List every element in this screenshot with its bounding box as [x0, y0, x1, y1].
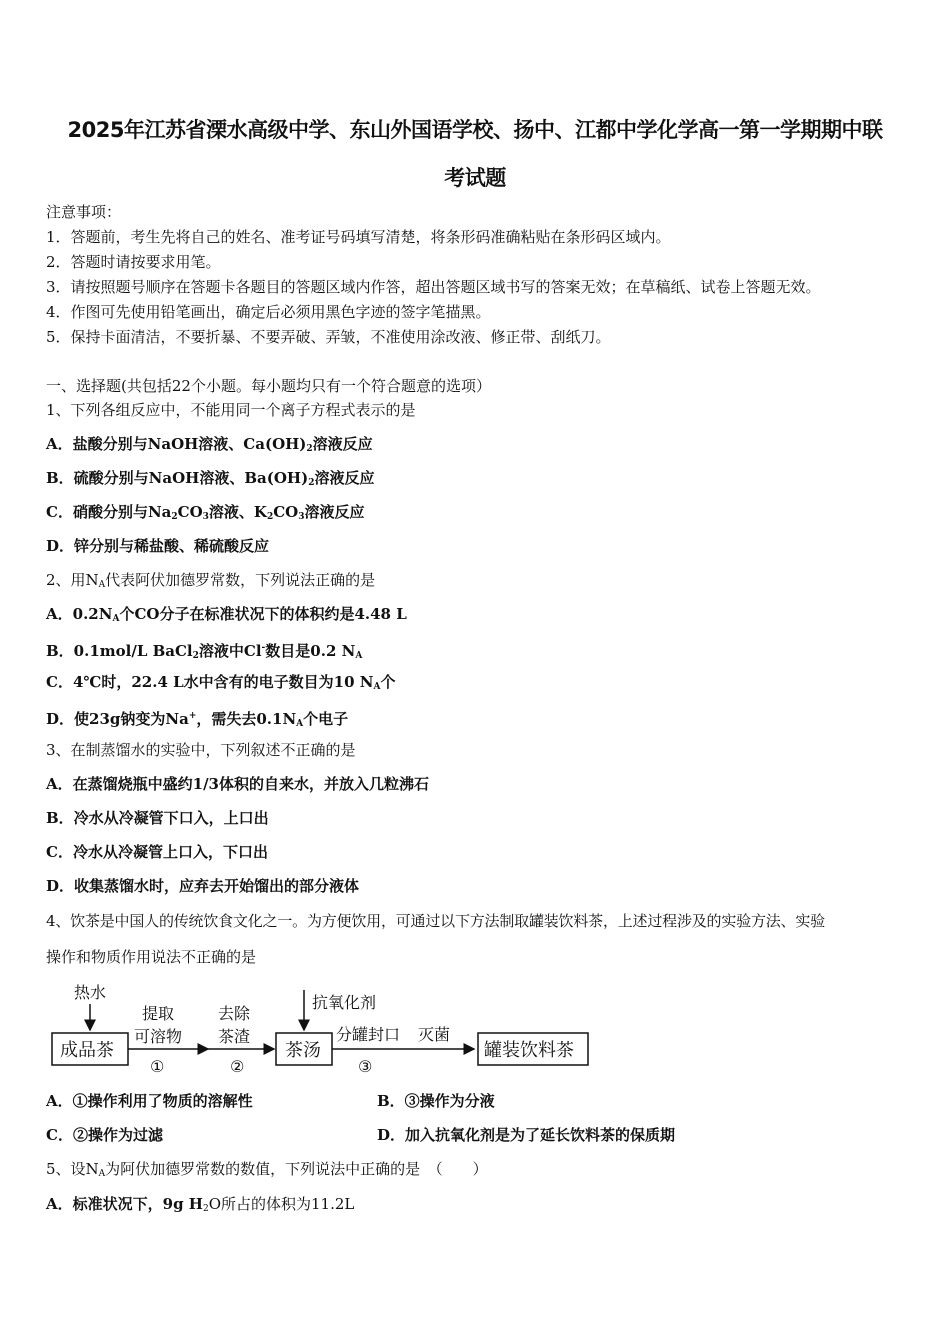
step3-number: ③ — [358, 1057, 373, 1076]
antioxidant-label: 抗氧化剂 — [312, 993, 377, 1012]
hot-water-label: 热水 — [74, 983, 107, 1002]
step1-label-bottom: 可溶物 — [134, 1027, 183, 1046]
tea-soup-label: 茶汤 — [285, 1040, 321, 1061]
q3-option-b: B．冷水从冷凝管下口入，上口出 — [46, 809, 269, 827]
q4-option-c: C．②操作为过滤 — [46, 1126, 163, 1144]
notice-heading: 注意事项： — [46, 203, 122, 221]
q4-option-d: D．加入抗氧化剂是为了延长饮料茶的保质期 — [377, 1126, 676, 1144]
q4-stem-line1: 4、饮茶是中国人的传统饮食文化之一。为方便饮用，可通过以下方法制取罐装饮料茶，上述过程涉及的实验方法、实验 — [46, 912, 825, 930]
q1-option-b: B．硫酸分别与NaOH溶液、$Ba(OH)_2$溶液反应 — [46, 469, 375, 488]
q4-option-b: B．③操作为分液 — [377, 1092, 495, 1110]
exam-title-line1: 2025年江苏省溧水高级中学、东山外国语学校、扬中、江都中学化学高一第一学期期中联 — [67, 118, 883, 142]
q2-option-b: B．0.1mol/L BaCl$_2$溶液中Cl-数目是0.2 $N_A$ — [46, 642, 363, 661]
tea-process-diagram — [46, 978, 606, 1082]
section-heading: 一、选择题(共包括22个小题。每小题均只有一个符合题意的选项） — [46, 377, 491, 395]
q1-option-a: A．盐酸分别与NaOH溶液、$Ca(OH)_2$溶液反应 — [46, 435, 373, 454]
q1-option-d: D．锌分别与稀盐酸、稀硫酸反应 — [46, 537, 270, 555]
q3-option-d: D．收集蒸馏水时，应弃去开始馏出的部分液体 — [46, 877, 360, 895]
step1-number: ① — [150, 1057, 165, 1076]
sterilize-label: 灭菌 — [418, 1025, 451, 1044]
q1-stem: 1、下列各组反应中，不能用同一个离子方程式表示的是 — [46, 401, 416, 419]
q2-stem: 2、用$N_A$代表阿伏加德罗常数，下列说法正确的是 — [46, 571, 376, 590]
q2-option-c: C．4℃时，22.4 L水中含有的电子数目为10 $N_A$个 — [46, 673, 396, 692]
q3-stem: 3、在制蒸馏水的实验中，下列叙述不正确的是 — [46, 741, 356, 759]
notice-item-3: 3．请按照题号顺序在答题卡各题目的答题区域内作答，超出答题区域书写的答案无效；在草稿纸、试卷上答题无效。 — [46, 278, 821, 296]
exam-title-line2: 考试题 — [444, 166, 506, 190]
notice-item-1: 1．答题前，考生先将自己的姓名、准考证号码填写清楚，将条形码准确粘贴在条形码区域内。 — [46, 228, 671, 246]
q5-stem: 5、设$N_A$为阿伏加德罗常数的数值，下列说法中正确的是 （ ） — [46, 1160, 488, 1179]
q2-option-d: D．使23g钠变为Na+，需失去$0.1N_A$个电子 — [46, 710, 349, 729]
notice-item-2: 2．答题时请按要求用笔。 — [46, 253, 221, 271]
q3-option-c: C．冷水从冷凝管上口入，下口出 — [46, 843, 268, 861]
finished-tea-label: 成品茶 — [60, 1040, 114, 1061]
step2-label-bottom: 茶渣 — [218, 1027, 251, 1046]
q5-option-a: A．标准状况下，9g $H_2O$所占的体积为11.2L — [46, 1195, 355, 1214]
q3-option-a: A．在蒸馏烧瓶中盛约1/3体积的自来水，并放入几粒沸石 — [46, 775, 429, 793]
q4-option-a: A．①操作利用了物质的溶解性 — [46, 1092, 253, 1110]
q4-stem-line2: 操作和物质作用说法不正确的是 — [46, 948, 257, 966]
q2-option-a: A．$0.2N_A$个CO分子在标准状况下的体积约是4.48 L — [46, 605, 407, 624]
step2-number: ② — [230, 1057, 245, 1076]
q1-option-c: C．硝酸分别与$Na_2CO_3$溶液、$K_2CO_3$溶液反应 — [46, 503, 365, 522]
step2-label-top: 去除 — [218, 1004, 251, 1023]
canned-tea-label: 罐装饮料茶 — [484, 1040, 574, 1061]
step1-label-top: 提取 — [142, 1004, 175, 1023]
notice-item-5: 5．保持卡面清洁，不要折暴、不要弄破、弄皱，不准使用涂改液、修正带、刮纸刀。 — [46, 328, 611, 346]
notice-item-4: 4．作图可先使用铅笔画出，确定后必须用黑色字迹的签字笔描黑。 — [46, 303, 491, 321]
step3-label: 分罐封口 — [336, 1025, 401, 1044]
